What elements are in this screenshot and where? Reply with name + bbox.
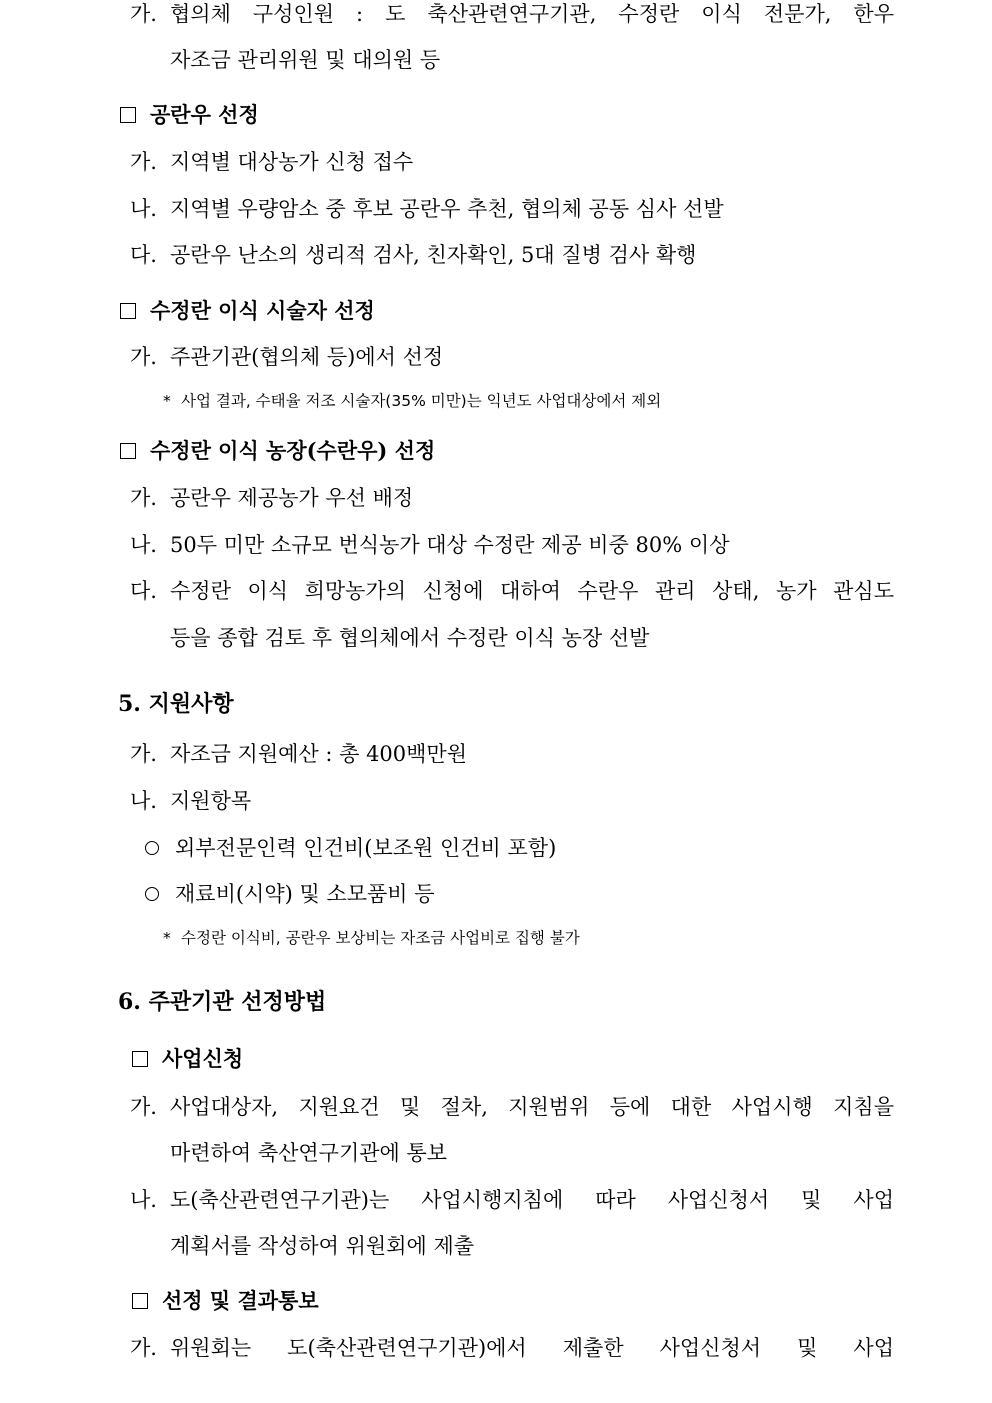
item-text: 주관기관(협의체 등)에서 선정: [170, 345, 444, 369]
note-text: 사업 결과, 수태율 저조 시술자(35% 미만)는 익년도 사업대상에서 제외: [181, 392, 662, 410]
checkbox-square-icon: [120, 443, 136, 459]
farm-item-b: [130, 531, 729, 559]
note-asterisk: *: [163, 392, 171, 410]
item-text: 50두 미만 소규모 번식농가 대상 수정란 제공 비중 80% 이상: [170, 533, 730, 557]
item-marker: 나.: [130, 197, 157, 221]
section-title: 선정 및 결과통보: [162, 1288, 319, 1313]
item-marker: 가.: [130, 1336, 157, 1360]
checkbox-square-icon: [120, 303, 136, 319]
apply-item-a-continued: 마련하여 축산연구기관에 통보: [170, 1141, 448, 1165]
item-text: 지역별 대상농가 신청 접수: [170, 150, 414, 174]
support-note: [163, 927, 580, 949]
support-bullet-1: [145, 834, 556, 862]
circle-bullet-icon: [145, 841, 159, 855]
circle-bullet-icon: [145, 887, 159, 901]
section6-heading: 6. 주관기관 선정방법: [118, 989, 327, 1015]
item-text: 지역별 우량암소 중 후보 공란우 추천, 협의체 공동 심사 선발: [170, 197, 724, 221]
section-title: 사업신청: [162, 1046, 244, 1071]
donor-item-a: [130, 148, 413, 176]
support-item-a: [130, 740, 467, 768]
section5-heading: 5. 지원사항: [118, 691, 234, 717]
item-marker: 다.: [130, 243, 157, 267]
item-text: 사업대상자, 지원요건 및 절차, 지원범위 등에 대한 사업시행 지침을: [170, 1095, 894, 1119]
item-text: 공란우 제공농가 우선 배정: [170, 486, 414, 510]
checkbox-square-icon: [132, 1051, 148, 1067]
section-donor-title: [120, 101, 259, 129]
apply-item-a: [130, 1093, 896, 1121]
support-bullet-2: [145, 880, 435, 908]
apply-item-b-continued: 계획서를 작성하여 위원회에 제출: [170, 1234, 475, 1258]
checkbox-square-icon: [132, 1293, 148, 1309]
section-operator-title: [120, 297, 375, 325]
item-text: 수정란 이식 희망농가의 신청에 대하여 수란우 관리 상태, 농가 관심도: [170, 579, 894, 603]
item-marker: 가.: [130, 1095, 157, 1119]
farm-item-c: [130, 577, 896, 605]
section-title: 수정란 이식 농장(수란우) 선정: [150, 438, 436, 463]
item-text: 공란우 난소의 생리적 검사, 친자확인, 5대 질병 검사 확행: [170, 243, 697, 267]
block1-item-a: [130, 0, 896, 28]
farm-item-c-continued: 등을 종합 검토 후 협의체에서 수정란 이식 농장 선발: [170, 626, 650, 650]
section-title: 수정란 이식 시술자 선정: [150, 298, 375, 323]
note-text: 수정란 이식비, 공란우 보상비는 자조금 사업비로 집행 불가: [181, 929, 580, 947]
donor-item-b: [130, 195, 724, 223]
section-selection-title: [132, 1287, 319, 1315]
farm-item-a: [130, 484, 413, 512]
item-text: 도(축산관련연구기관)는 사업시행지침에 따라 사업신청서 및 사업: [170, 1188, 894, 1212]
item-text: 위원회는 도(축산관련연구기관)에서 제출한 사업신청서 및 사업: [170, 1336, 894, 1360]
section-title: 공란우 선정: [150, 102, 259, 127]
item-marker: 나.: [130, 533, 157, 557]
operator-item-a: [130, 343, 443, 371]
section-farm-title: [120, 437, 435, 465]
apply-item-b: [130, 1186, 896, 1214]
donor-item-c: [130, 241, 696, 269]
item-marker: 다.: [130, 579, 157, 603]
item-text: 지원항목: [170, 789, 252, 813]
item-marker: 가.: [130, 345, 157, 369]
item-marker: 나.: [130, 789, 157, 813]
support-item-b: [130, 787, 251, 815]
item-marker: 가.: [130, 742, 157, 766]
section-apply-title: [132, 1045, 243, 1073]
item-text: 자조금 지원예산 : 총 400백만원: [170, 742, 468, 766]
item-marker: 나.: [130, 1188, 157, 1212]
selection-item-a: [130, 1334, 896, 1362]
item-marker: 가.: [130, 486, 157, 510]
item-text: 협의체 구성인원 : 도 축산관련연구기관, 수정란 이식 전문가, 한우: [170, 2, 894, 26]
bullet-text: 외부전문인력 인건비(보조원 인건비 포함): [175, 836, 557, 860]
bullet-text: 재료비(시약) 및 소모품비 등: [175, 882, 435, 906]
item-marker: 가.: [130, 2, 157, 26]
block1-item-a-continued: 자조금 관리위원 및 대의원 등: [170, 48, 441, 72]
checkbox-square-icon: [120, 107, 136, 123]
item-marker: 가.: [130, 150, 157, 174]
note-asterisk: *: [163, 929, 171, 947]
operator-note: [163, 390, 661, 412]
